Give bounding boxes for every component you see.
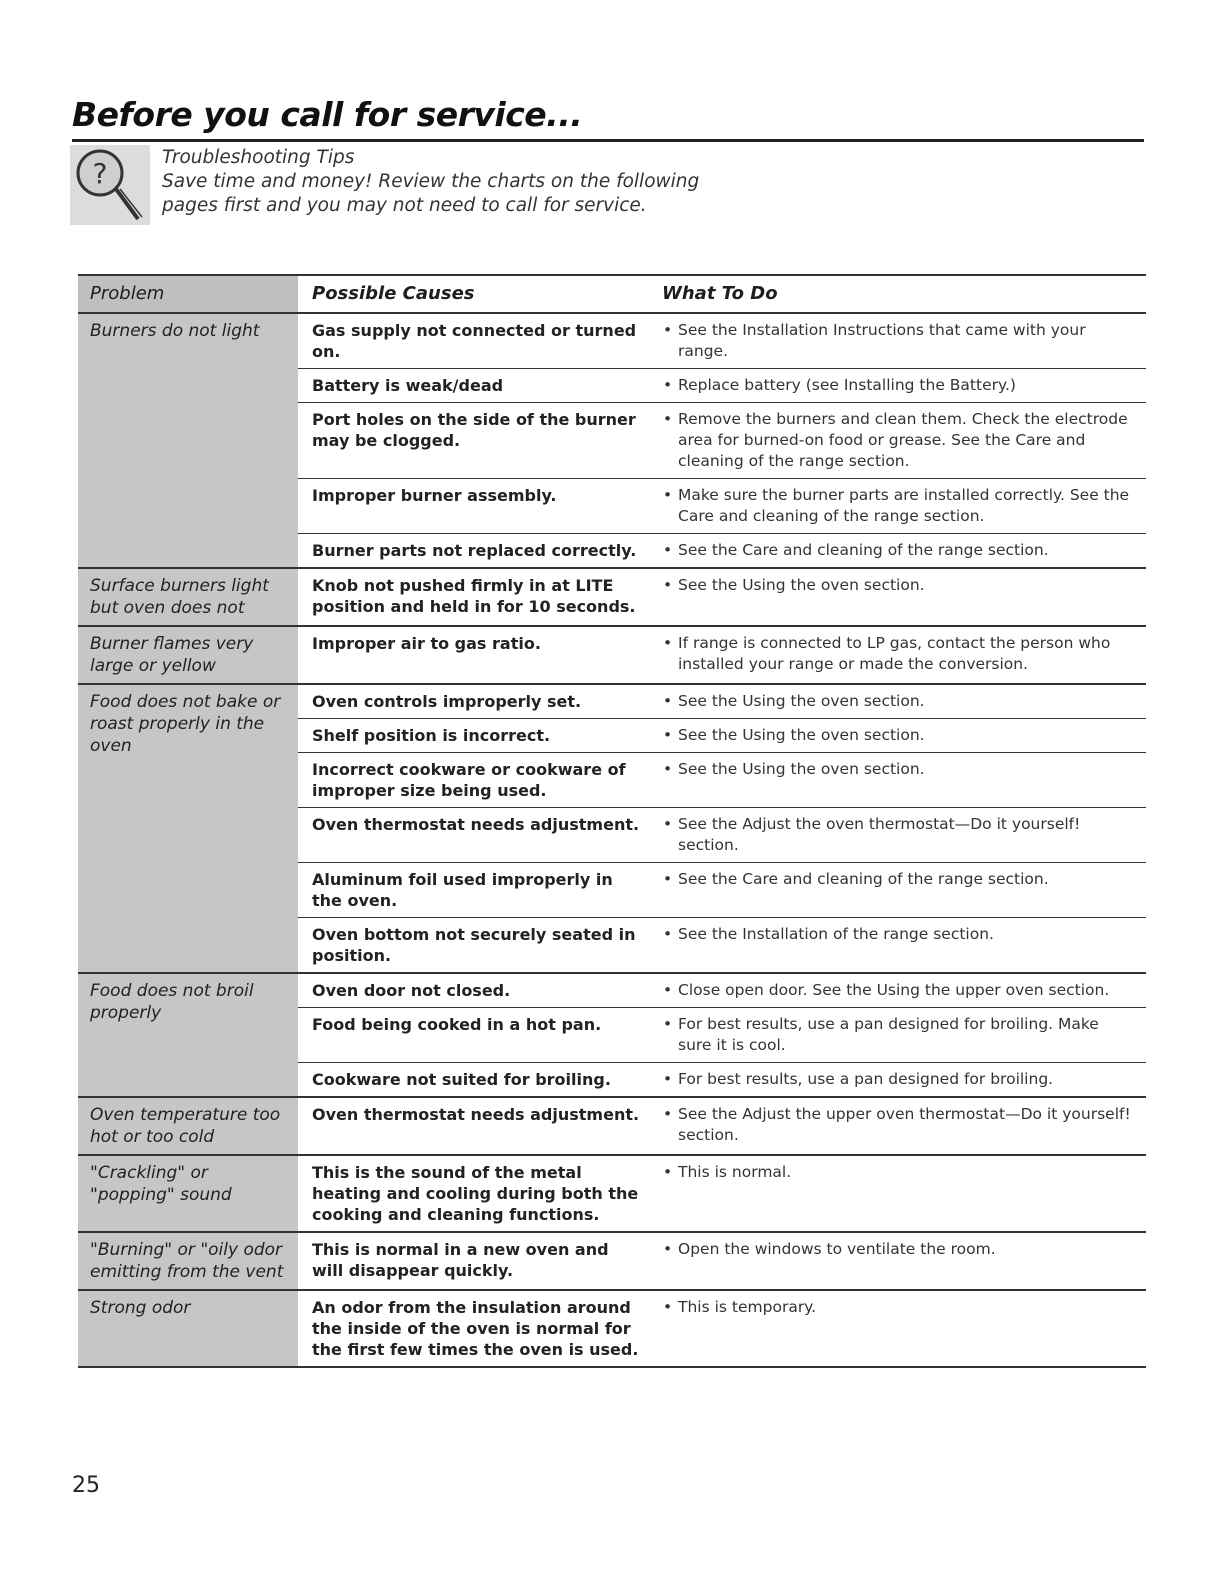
problem-group — [78, 685, 1146, 974]
problem-group — [78, 627, 1146, 685]
cause-rows — [298, 1291, 1146, 1366]
possible-cause: Oven thermostat needs adjustment. — [312, 1105, 640, 1124]
possible-cause: Food being cooked in a hot pan. — [312, 1015, 602, 1034]
table-row — [298, 1156, 1146, 1231]
tips-line: Troubleshooting Tips — [162, 147, 355, 168]
table-row — [298, 569, 1146, 623]
what-to-do: • See the Using the oven section. — [650, 569, 1146, 623]
problem-cell: Oven temperature too hot or too cold — [78, 1098, 298, 1154]
possible-cause: Knob not pushed firmly in at LITE position and held in for 10 seconds. — [312, 576, 636, 616]
table-row — [298, 1063, 1146, 1096]
cause-rows — [298, 314, 1146, 567]
cause-rows — [298, 1233, 1146, 1289]
header-problem: Problem — [78, 276, 298, 312]
what-to-do: • For best results, use a pan designed for broiling. Make sure it is cool. — [650, 1008, 1146, 1062]
problem-group — [78, 974, 1146, 1098]
possible-cause: Incorrect cookware or cookware of improper size being used. — [312, 760, 626, 800]
what-to-do: • See the Care and cleaning of the range section. — [650, 534, 1146, 567]
what-to-do: • Replace battery (see Installing the Battery.) — [650, 369, 1146, 402]
possible-cause: Shelf position is incorrect. — [312, 726, 551, 745]
what-to-do: • Open the windows to ventilate the room. — [650, 1233, 1146, 1287]
what-to-do: • See the Using the oven section. — [650, 753, 1146, 807]
cause-rows — [298, 1156, 1146, 1231]
table-row — [298, 1098, 1146, 1152]
what-to-do: • Make sure the burner parts are installed correctly. See the Care and cleaning of the range section. — [650, 479, 1146, 533]
possible-cause: Port holes on the side of the burner may be clogged. — [312, 410, 636, 450]
table-row — [298, 1233, 1146, 1287]
problem-group — [78, 1156, 1146, 1233]
what-to-do: • If range is connected to LP gas, contact the person who installed your range or made the conversion. — [650, 627, 1146, 681]
table-row — [298, 918, 1146, 972]
page-number: 25 — [72, 1473, 100, 1498]
possible-cause: Gas supply not connected or turned on. — [312, 321, 637, 361]
cause-rows — [298, 569, 1146, 625]
table-row — [298, 534, 1146, 567]
problem-group — [78, 1233, 1146, 1291]
table-row — [298, 314, 1146, 369]
table-row — [298, 808, 1146, 863]
what-to-do: • See the Installation Instructions that came with your range. — [650, 314, 1146, 368]
possible-cause: Oven thermostat needs adjustment. — [312, 815, 640, 834]
table-row — [298, 753, 1146, 808]
table-header — [78, 274, 1146, 314]
problem-cell: Surface burners light but oven does not — [78, 569, 298, 625]
what-to-do: • See the Care and cleaning of the range section. — [650, 863, 1146, 917]
possible-cause: Burner parts not replaced correctly. — [312, 541, 637, 560]
table-body — [78, 314, 1146, 1368]
problem-group — [78, 314, 1146, 569]
question-magnifier-icon — [70, 145, 150, 225]
page-title: Before you call for service... — [72, 95, 583, 134]
what-to-do: • Remove the burners and clean them. Check the electrode area for burned-on food or grease. See the Care and cleaning of the range section. — [650, 403, 1146, 478]
what-to-do: • See the Adjust the upper oven thermostat—Do it yourself! section. — [650, 1098, 1146, 1152]
troubleshooting-table — [78, 274, 1146, 1368]
table-row — [298, 627, 1146, 681]
problem-cell: "Burning" or "oily odor emitting from the vent — [78, 1233, 298, 1289]
table-row — [298, 685, 1146, 719]
what-to-do: • For best results, use a pan designed for broiling. — [650, 1063, 1146, 1096]
what-to-do: • See the Using the oven section. — [650, 719, 1146, 752]
possible-cause: Oven controls improperly set. — [312, 692, 582, 711]
table-row — [298, 863, 1146, 918]
problem-group — [78, 1291, 1146, 1368]
possible-cause: Aluminum foil used improperly in the oven. — [312, 870, 613, 910]
header-possible-causes: Possible Causes — [312, 283, 475, 304]
problem-cell: "Crackling" or "popping" sound — [78, 1156, 298, 1231]
possible-cause: This is the sound of the metal heating and cooling during both the cooking and cleaning functions. — [312, 1163, 639, 1224]
possible-cause: Battery is weak/dead — [312, 376, 504, 395]
cause-rows — [298, 1098, 1146, 1154]
tips-line: pages first and you may not need to call for service. — [162, 195, 647, 216]
table-row — [298, 403, 1146, 479]
problem-cell: Food does not bake or roast properly in the oven — [78, 685, 298, 972]
table-row — [298, 479, 1146, 534]
problem-cell: Food does not broil properly — [78, 974, 298, 1096]
possible-cause: Oven door not closed. — [312, 981, 511, 1000]
possible-cause: Improper air to gas ratio. — [312, 634, 541, 653]
table-row — [298, 369, 1146, 403]
what-to-do: • See the Using the oven section. — [650, 685, 1146, 718]
what-to-do: • Close open door. See the Using the upper oven section. — [650, 974, 1146, 1007]
cause-rows — [298, 685, 1146, 972]
svg-text:?: ? — [92, 157, 108, 190]
problem-cell: Burner flames very large or yellow — [78, 627, 298, 683]
possible-cause: Oven bottom not securely seated in position. — [312, 925, 636, 965]
cause-rows — [298, 627, 1146, 683]
problem-group — [78, 1098, 1146, 1156]
what-to-do: • This is temporary. — [650, 1291, 1146, 1366]
what-to-do: • See the Adjust the oven thermostat—Do it yourself! section. — [650, 808, 1146, 862]
problem-cell: Burners do not light — [78, 314, 298, 567]
table-row — [298, 1008, 1146, 1063]
table-row — [298, 974, 1146, 1008]
possible-cause: Cookware not suited for broiling. — [312, 1070, 611, 1089]
title-divider — [72, 139, 1144, 142]
possible-cause: This is normal in a new oven and will disappear quickly. — [312, 1240, 609, 1280]
problem-group — [78, 569, 1146, 627]
problem-cell: Strong odor — [78, 1291, 298, 1366]
possible-cause: Improper burner assembly. — [312, 486, 557, 505]
what-to-do: • This is normal. — [650, 1156, 1146, 1231]
possible-cause: An odor from the insulation around the inside of the oven is normal for the first few times the oven is used. — [312, 1298, 639, 1359]
what-to-do: • See the Installation of the range section. — [650, 918, 1146, 972]
table-row — [298, 1291, 1146, 1366]
tips-line: Save time and money! Review the charts on the following — [162, 171, 700, 192]
header-what-to-do: What To Do — [662, 283, 778, 304]
table-row — [298, 719, 1146, 753]
cause-rows — [298, 974, 1146, 1096]
troubleshooting-tips — [162, 146, 699, 218]
